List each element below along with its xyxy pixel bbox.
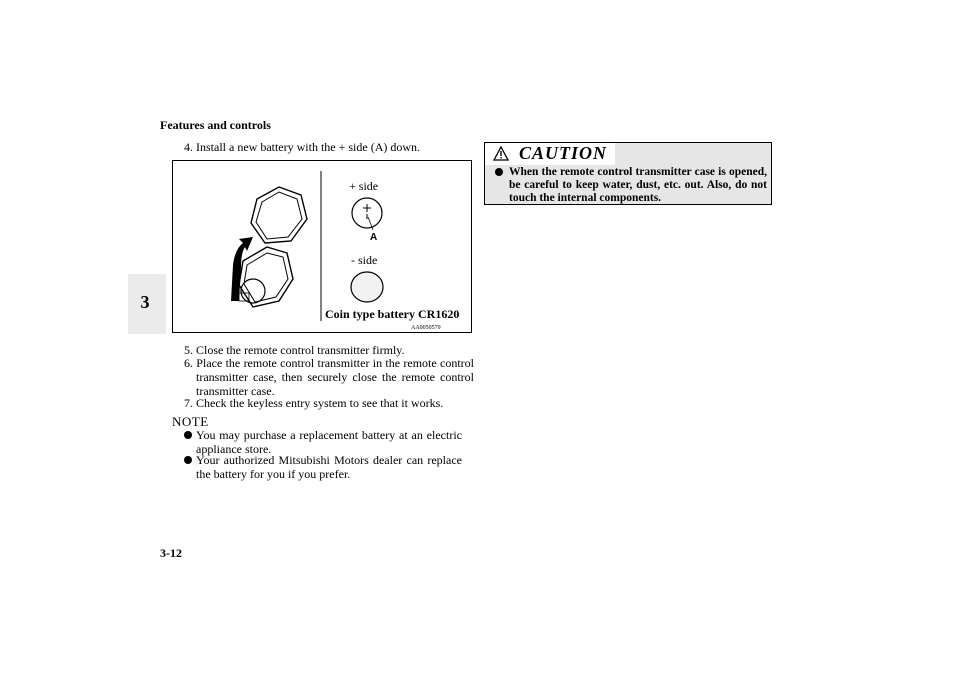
note-item-text: Your authorized Mitsubishi Motors dealer can replace the battery for you if you prefer. <box>196 453 462 481</box>
coin-minus-icon <box>351 272 383 302</box>
note-item <box>184 453 462 481</box>
note-label: NOTE <box>172 414 209 429</box>
bullet-icon <box>184 431 192 439</box>
step-6: 6. Place the remote control transmitter in the remote control transmitter case, then securely close the remote control transmitter case. <box>184 356 474 398</box>
note-item-text: You may purchase a replacement battery at an electric appliance store. <box>196 428 462 456</box>
caution-text <box>495 166 767 205</box>
marker-a: A <box>370 232 378 243</box>
case-bottom-icon <box>239 247 293 307</box>
minus-side-label: - side <box>351 253 378 267</box>
bullet-icon <box>495 168 503 176</box>
caution-title: CAUTION <box>519 143 608 163</box>
note-item <box>184 428 462 456</box>
warning-triangle-icon <box>493 146 509 161</box>
bullet-icon <box>184 456 192 464</box>
battery-label: Coin type battery CR1620 <box>325 307 460 321</box>
coin-plus-icon <box>352 198 382 228</box>
caution-text-content: When the remote control transmitter case is opened, be careful to keep water, dust, etc. out. Also, do not touch the internal components. <box>509 166 767 204</box>
section-title: Features and controls <box>160 118 271 132</box>
caution-header <box>485 143 615 165</box>
figure-code: AA0050579 <box>411 325 441 331</box>
step-4: 4. Install a new battery with the + side (A) down. <box>184 140 421 154</box>
step-5: 5. Close the remote control transmitter firmly. <box>184 343 405 357</box>
chapter-number: 3 <box>140 292 150 312</box>
step-7: 7. Check the keyless entry system to see that it works. <box>184 396 444 410</box>
caution-box <box>484 142 772 205</box>
case-top-icon <box>251 187 307 243</box>
battery-figure <box>172 160 472 333</box>
plus-side-label: + side <box>349 179 379 193</box>
page-number: 3-12 <box>160 546 182 560</box>
